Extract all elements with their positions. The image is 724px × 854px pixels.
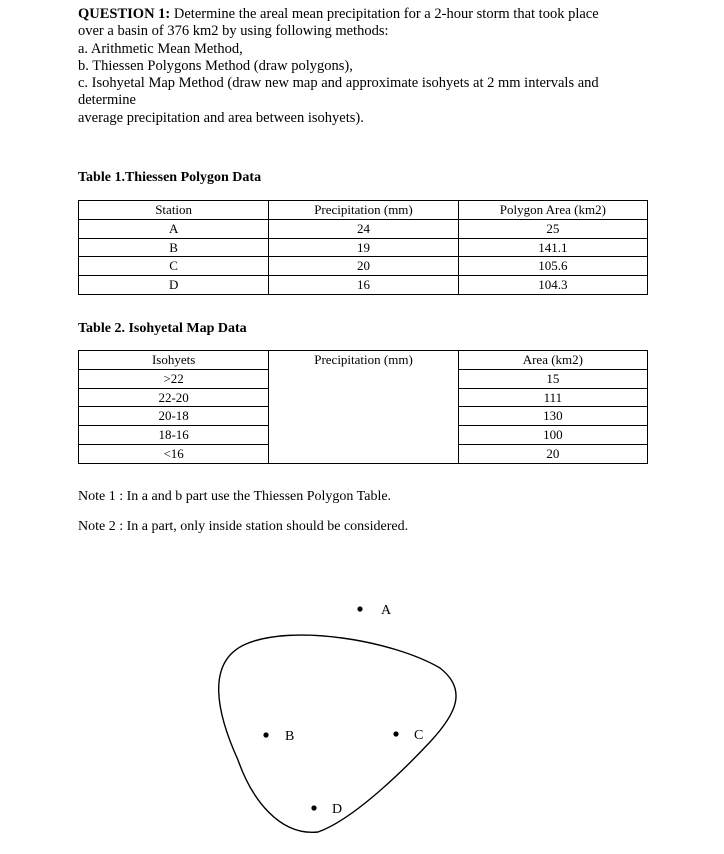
table-cell: <16 bbox=[79, 444, 269, 463]
table-header: Isohyets bbox=[79, 351, 269, 370]
question-label: QUESTION 1: bbox=[78, 6, 171, 22]
table-cell: B bbox=[79, 238, 269, 257]
table-cell: 20 bbox=[458, 444, 647, 463]
table-cell: 141.1 bbox=[458, 238, 647, 257]
table-cell: 20 bbox=[269, 257, 458, 276]
table-cell: 22-20 bbox=[79, 388, 269, 407]
question-line-6: determine bbox=[78, 92, 136, 109]
table-cell: >22 bbox=[79, 369, 269, 388]
table-header: Precipitation (mm) bbox=[269, 351, 458, 370]
table-cell: D bbox=[79, 276, 269, 295]
table-cell: 18-16 bbox=[79, 426, 269, 445]
table-cell: 16 bbox=[269, 276, 458, 295]
question-line-2: over a basin of 376 km2 by using following methods: bbox=[78, 23, 389, 40]
station-c-marker bbox=[393, 731, 398, 736]
table-cell: 20-18 bbox=[79, 407, 269, 426]
station-d-label: D bbox=[332, 802, 343, 817]
question-line-3: a. Arithmetic Mean Method, bbox=[78, 40, 243, 57]
table-header: Polygon Area (km2) bbox=[458, 201, 647, 220]
table-cell: 111 bbox=[458, 388, 647, 407]
station-d-marker bbox=[311, 805, 316, 810]
station-a-label: A bbox=[381, 603, 392, 618]
table-header: Precipitation (mm) bbox=[269, 201, 458, 220]
table-cell: 25 bbox=[458, 219, 647, 238]
table1-caption: Table 1.Thiessen Polygon Data bbox=[78, 170, 262, 185]
station-a-marker bbox=[357, 606, 362, 611]
table-header: Station bbox=[79, 201, 269, 220]
table-cell: 130 bbox=[458, 407, 647, 426]
table-cell: 100 bbox=[458, 426, 647, 445]
table-cell: 104.3 bbox=[458, 276, 647, 295]
question-line-4: b. Thiessen Polygons Method (draw polygons), bbox=[78, 57, 353, 74]
note-2: Note 2 : In a part, only inside station should be considered. bbox=[78, 519, 409, 534]
note-1: Note 1 : In a and b part use the Thiessen Polygon Table. bbox=[78, 489, 392, 504]
table-cell: A bbox=[79, 219, 269, 238]
table-cell: 19 bbox=[269, 238, 458, 257]
station-b-marker bbox=[263, 732, 268, 737]
question-line-7: average precipitation and area between isohyets). bbox=[78, 109, 364, 126]
station-c-label: C bbox=[414, 728, 424, 743]
table-cell: 24 bbox=[269, 219, 458, 238]
table-cell: 15 bbox=[458, 369, 647, 388]
question-line-5: c. Isohyetal Map Method (draw new map and approximate isohyets at 2 mm intervals and bbox=[78, 75, 599, 92]
question-line-1: QUESTION 1: Determine the areal mean precipitation for a 2-hour storm that took place bbox=[78, 6, 599, 22]
table-cell: 105.6 bbox=[458, 257, 647, 276]
station-b-label: B bbox=[285, 729, 295, 744]
table-header: Area (km2) bbox=[458, 351, 647, 370]
table2-caption: Table 2. Isohyetal Map Data bbox=[78, 321, 247, 336]
table-cell: C bbox=[79, 257, 269, 276]
